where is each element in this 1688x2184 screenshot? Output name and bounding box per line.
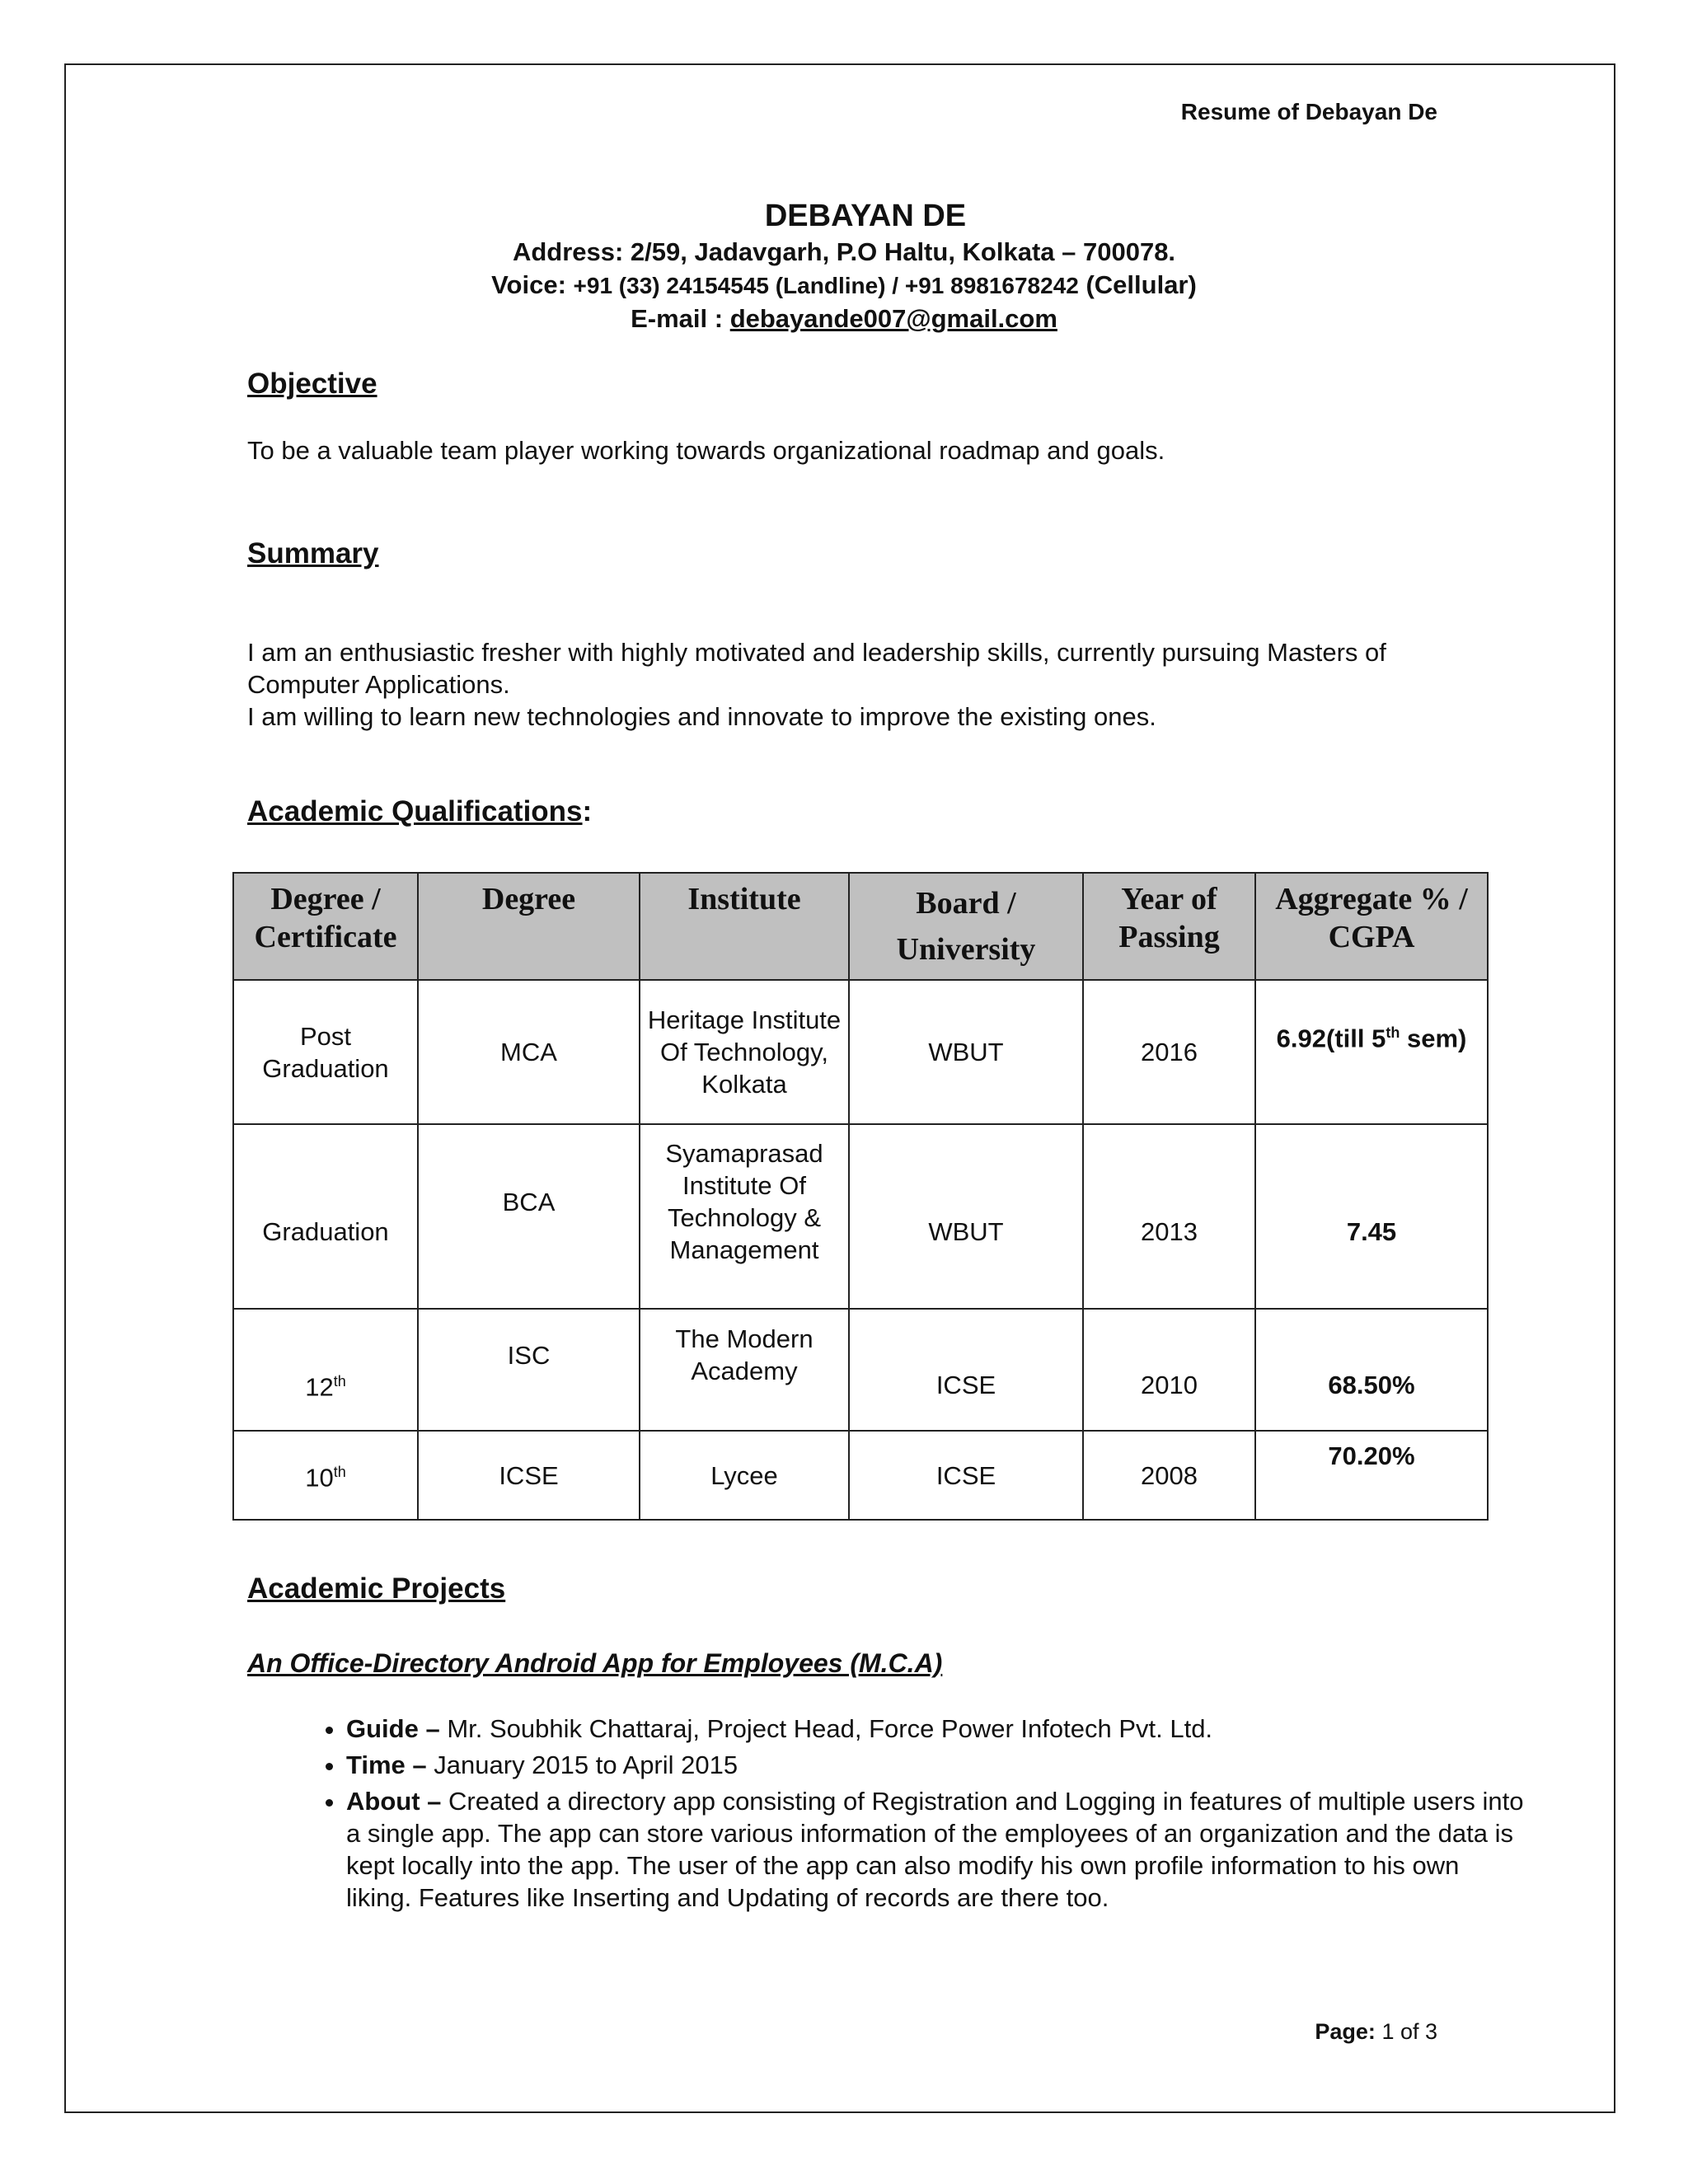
academics-heading: Academic Qualifications bbox=[247, 795, 583, 827]
list-item bbox=[346, 1785, 1525, 1914]
voice-label: Voice: bbox=[491, 270, 566, 299]
about-text: Created a directory app consisting of Registration and Logging in features of multiple users into a single app. The app can store various information of the employees of an organization and the data is kept locally into the app. The user of the app can also modify his own profile information to his own liking. Features like Inserting and Updating of records are there too. bbox=[346, 1787, 1524, 1912]
summary-line-1: I am an enthusiastic fresher with highly motivated and leadership skills, currently pursuing Masters of Computer Applications. bbox=[247, 638, 1386, 699]
objective-heading: Objective bbox=[247, 368, 377, 400]
time-label: Time – bbox=[346, 1750, 427, 1779]
project-title: An Office-Directory Android App for Employees (M.C.A) bbox=[247, 1648, 943, 1678]
header-degree: Degree bbox=[418, 873, 640, 980]
aggregate-sup: th bbox=[1386, 1024, 1400, 1041]
resume-header: Resume of Debayan De bbox=[1180, 99, 1437, 124]
voice-numbers: +91 (33) 24154545 (Landline) / +91 8981678242 bbox=[573, 273, 1079, 298]
cell-degree: MCA bbox=[418, 980, 640, 1124]
table-row bbox=[233, 980, 1488, 1124]
page-value: 1 of 3 bbox=[1381, 2019, 1437, 2044]
voice-line bbox=[0, 269, 1688, 302]
cell-certificate bbox=[233, 1309, 418, 1431]
header-institute: Institute bbox=[640, 873, 849, 980]
cell-year: 2008 bbox=[1083, 1431, 1255, 1520]
cell-certificate: Post Graduation bbox=[233, 980, 418, 1124]
cell-institute: Syamaprasad Institute Of Technology & Management bbox=[640, 1124, 849, 1309]
cell-institute: Heritage Institute Of Technology, Kolkata bbox=[640, 980, 849, 1124]
table-row bbox=[233, 1124, 1488, 1309]
header-year: Year of Passing bbox=[1083, 873, 1255, 980]
certificate-value: 10 bbox=[305, 1463, 334, 1493]
list-item bbox=[346, 1749, 1525, 1781]
about-label: About – bbox=[346, 1787, 442, 1816]
guide-text: Mr. Soubhik Chattaraj, Project Head, Force Power Infotech Pvt. Ltd. bbox=[447, 1714, 1213, 1743]
table-header-row bbox=[233, 873, 1488, 980]
header-aggregate: Aggregate % / CGPA bbox=[1255, 873, 1488, 980]
aggregate-suffix: sem) bbox=[1400, 1024, 1467, 1053]
cell-aggregate bbox=[1255, 980, 1488, 1124]
time-text: January 2015 to April 2015 bbox=[434, 1750, 738, 1779]
cell-aggregate: 68.50% bbox=[1255, 1309, 1488, 1431]
academics-heading-colon: : bbox=[582, 795, 593, 827]
email-line bbox=[0, 302, 1688, 335]
cell-board: WBUT bbox=[849, 1124, 1083, 1309]
voice-suffix: (Cellular) bbox=[1085, 270, 1197, 299]
projects-heading: Academic Projects bbox=[247, 1572, 506, 1605]
certificate-value: 12 bbox=[305, 1372, 334, 1402]
cell-degree: BCA bbox=[418, 1124, 640, 1309]
summary-heading: Summary bbox=[247, 537, 379, 569]
cell-degree: ISC bbox=[418, 1309, 640, 1431]
cell-institute: The Modern Academy bbox=[640, 1309, 849, 1431]
cell-board: ICSE bbox=[849, 1309, 1083, 1431]
page-label: Page: bbox=[1315, 2019, 1376, 2044]
cell-board: WBUT bbox=[849, 980, 1083, 1124]
certificate-sup: th bbox=[333, 1464, 346, 1481]
page-number bbox=[1315, 2019, 1437, 2045]
academics-heading-wrap bbox=[247, 795, 592, 828]
academic-table bbox=[232, 872, 1489, 1521]
objective-text: To be a valuable team player working towards organizational roadmap and goals. bbox=[247, 436, 1165, 465]
cell-institute: Lycee bbox=[640, 1431, 849, 1520]
candidate-name: DEBAYAN DE bbox=[764, 199, 967, 233]
summary-text bbox=[247, 636, 1500, 733]
list-item bbox=[346, 1713, 1525, 1745]
header-board: Board / University bbox=[849, 873, 1083, 980]
email-link[interactable]: debayande007@gmail.com bbox=[729, 304, 1057, 333]
guide-label: Guide – bbox=[346, 1714, 440, 1743]
summary-line-2: I am willing to learn new technologies and innovate to improve the existing ones. bbox=[247, 702, 1156, 731]
cell-year: 2013 bbox=[1083, 1124, 1255, 1309]
table-row bbox=[233, 1431, 1488, 1520]
certificate-sup: th bbox=[333, 1373, 346, 1390]
email-label: E-mail : bbox=[631, 304, 724, 333]
table-row bbox=[233, 1309, 1488, 1431]
cell-year: 2010 bbox=[1083, 1309, 1255, 1431]
header-certificate: Degree / Certificate bbox=[233, 873, 418, 980]
cell-aggregate: 70.20% bbox=[1255, 1431, 1488, 1520]
cell-certificate: Graduation bbox=[233, 1124, 418, 1309]
cell-certificate bbox=[233, 1431, 418, 1520]
address: Address: 2/59, Jadavgarh, P.O Haltu, Kolkata – 700078. bbox=[512, 237, 1176, 266]
cell-year: 2016 bbox=[1083, 980, 1255, 1124]
project-details bbox=[297, 1713, 1525, 1918]
contact-block bbox=[0, 196, 1688, 335]
cell-degree: ICSE bbox=[418, 1431, 640, 1520]
cell-board: ICSE bbox=[849, 1431, 1083, 1520]
cell-aggregate: 7.45 bbox=[1255, 1124, 1488, 1309]
aggregate-value: 6.92(till 5 bbox=[1276, 1024, 1386, 1053]
